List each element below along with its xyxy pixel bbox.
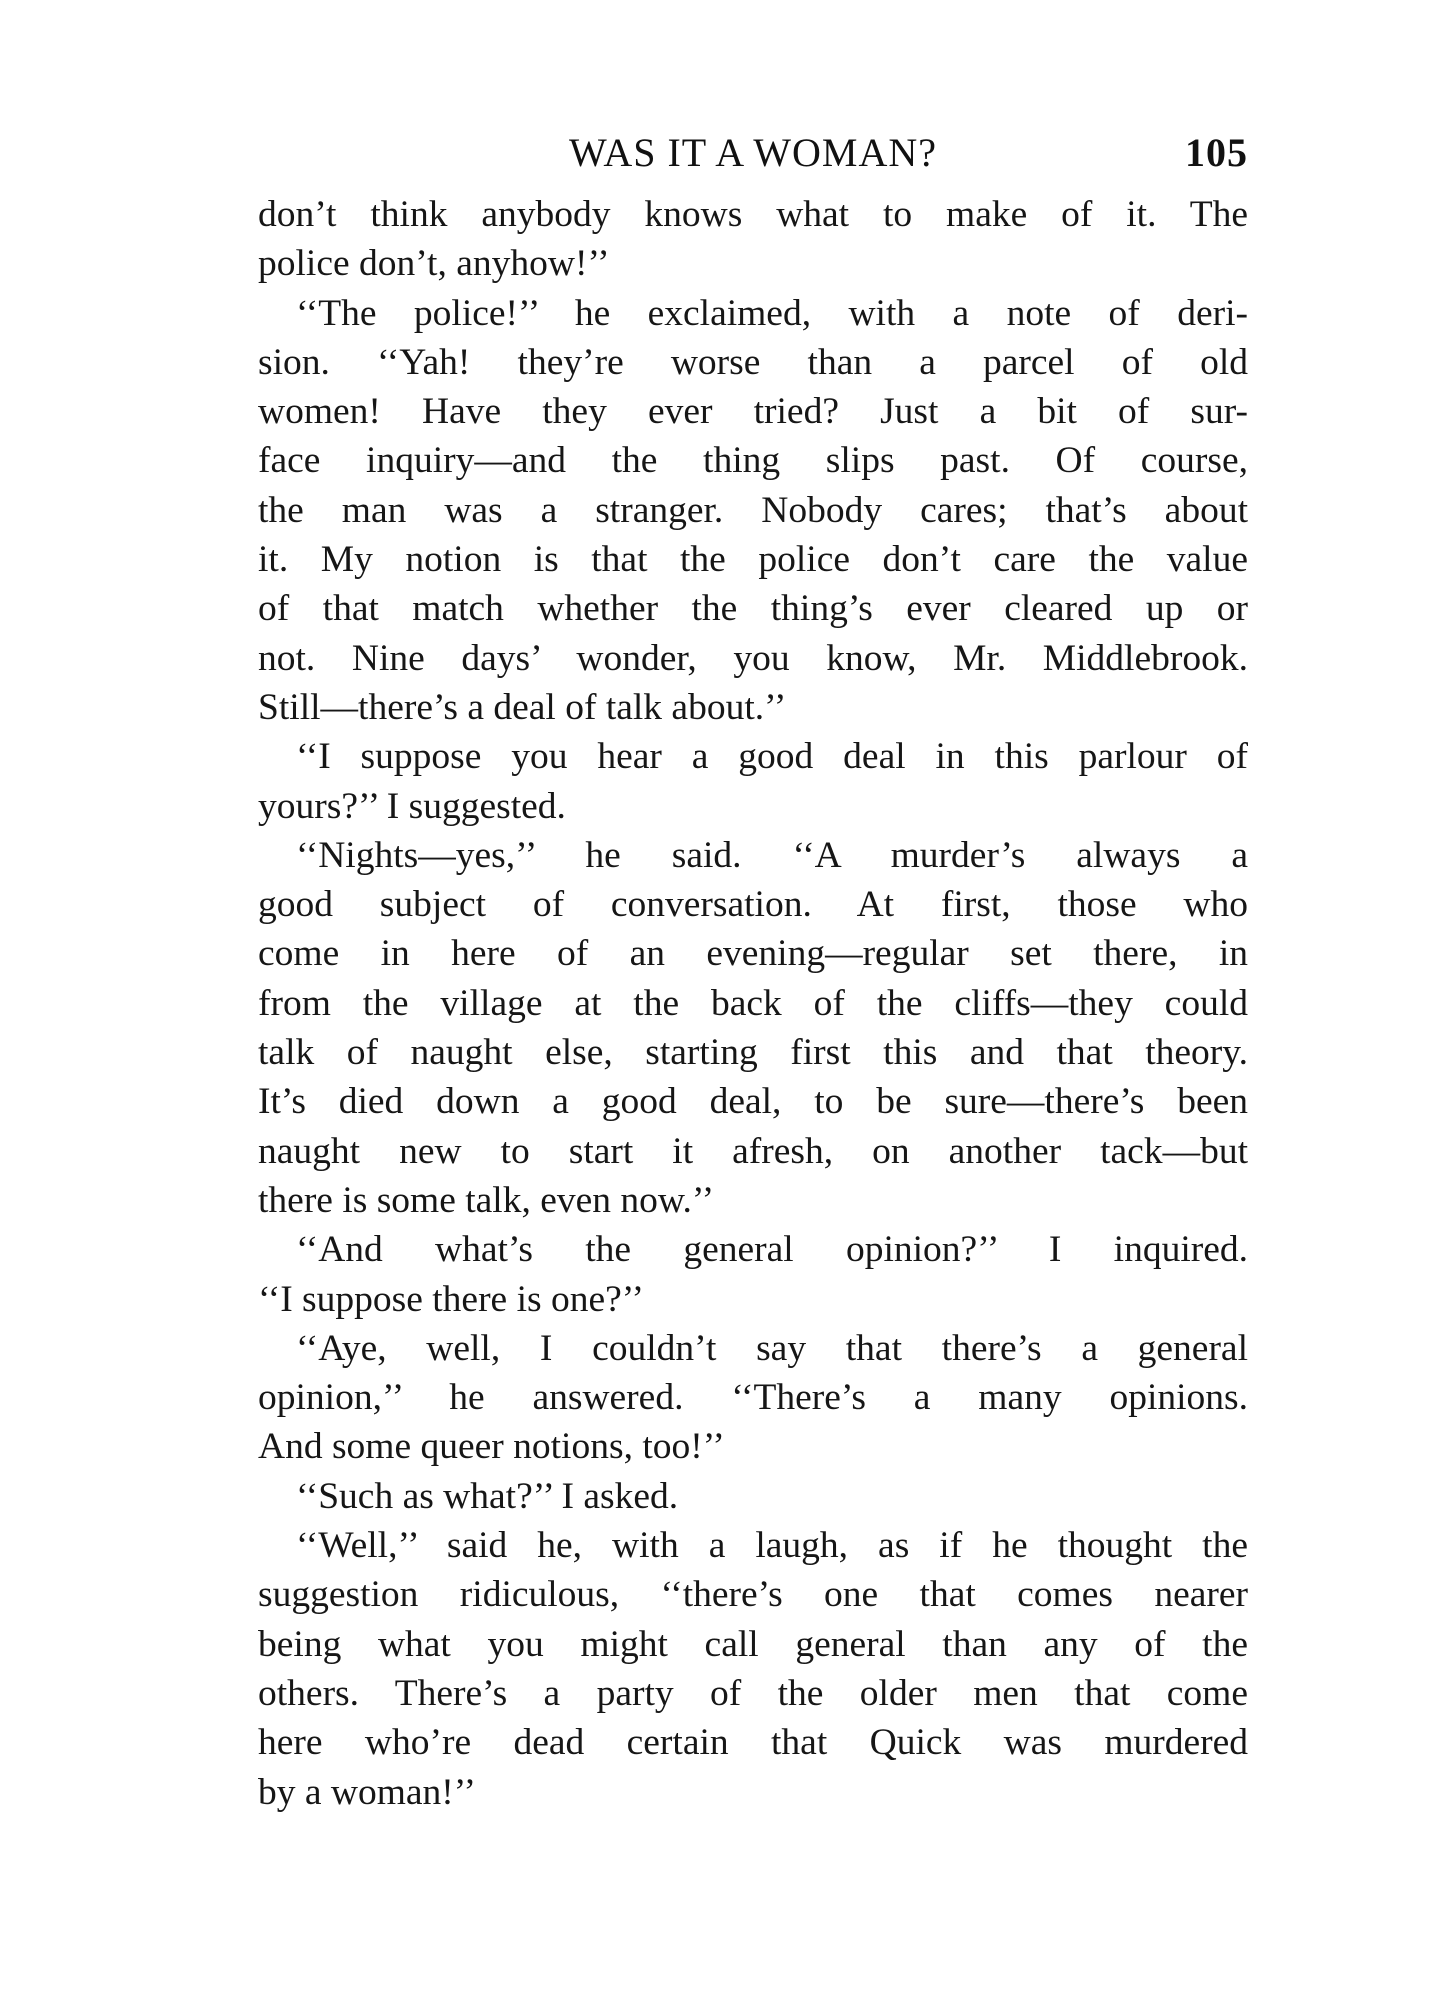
- text-line: there is some talk, even now.’’: [258, 1179, 715, 1221]
- text-line: opinion,’’ he answered. ‘‘There’s a many opinions.: [258, 1377, 1248, 1419]
- text-line: yours?’’ I suggested.: [258, 785, 566, 827]
- text-line: ‘‘Nights—yes,’’ he said. ‘‘A murder’s always a: [296, 834, 1248, 876]
- text-line: Still—there’s a deal of talk about.’’: [258, 686, 787, 728]
- text-line: ‘‘The police!’’ he exclaimed, with a note of deri-: [296, 292, 1248, 334]
- text-line: ‘‘I suppose there is one?’’: [258, 1278, 644, 1320]
- running-title: WAS IT A WOMAN?: [569, 130, 937, 175]
- text-line: talk of naught else, starting first this and that theory.: [258, 1032, 1248, 1074]
- text-line: from the village at the back of the cliffs—they could: [258, 982, 1248, 1024]
- text-line: don’t think anybody knows what to make of it. The: [258, 194, 1248, 235]
- text-line: good subject of conversation. At first, those who: [258, 884, 1248, 926]
- body-text: [258, 190, 1248, 1817]
- text-line: face inquiry—and the thing slips past. Of course,: [258, 440, 1248, 482]
- text-line: It’s died down a good deal, to be sure—there’s been: [258, 1081, 1248, 1123]
- text-line: not. Nine days’ wonder, you know, Mr. Middlebrook.: [258, 637, 1248, 679]
- page-number: 105: [1185, 130, 1248, 175]
- text-line: the man was a stranger. Nobody cares; that’s about: [258, 489, 1248, 531]
- text-line: come in here of an evening—regular set there, in: [258, 933, 1248, 975]
- text-line: women! Have they ever tried? Just a bit of sur-: [258, 391, 1248, 433]
- text-line: it. My notion is that the police don’t care the value: [258, 539, 1248, 581]
- text-line: here who’re dead certain that Quick was murdered: [258, 1722, 1248, 1764]
- text-line: by a woman!’’: [258, 1771, 476, 1813]
- text-line: And some queer notions, too!’’: [258, 1426, 725, 1468]
- text-line: ‘‘Well,’’ said he, with a laugh, as if he thought the: [296, 1525, 1248, 1567]
- text-line: naught new to start it afresh, on another tack—but: [258, 1130, 1248, 1172]
- text-line: ‘‘Aye, well, I couldn’t say that there’s a general: [296, 1327, 1248, 1369]
- text-line: police don’t, anyhow!’’: [258, 243, 610, 285]
- text-line: others. There’s a party of the older men that come: [258, 1672, 1248, 1714]
- text-line: suggestion ridiculous, ‘‘there’s one that comes nearer: [258, 1574, 1248, 1616]
- text-line: being what you might call general than any of the: [258, 1623, 1248, 1665]
- text-line: sion. ‘‘Yah! they’re worse than a parcel of old: [258, 341, 1248, 383]
- text-line: ‘‘Such as what?’’ I asked.: [296, 1475, 679, 1517]
- text-line: ‘‘And what’s the general opinion?’’ I inquired.: [296, 1229, 1248, 1271]
- text-line: ‘‘I suppose you hear a good deal in this parlour of: [296, 736, 1248, 778]
- running-head: [258, 128, 1248, 178]
- text-line: of that match whether the thing’s ever cleared up or: [258, 588, 1248, 630]
